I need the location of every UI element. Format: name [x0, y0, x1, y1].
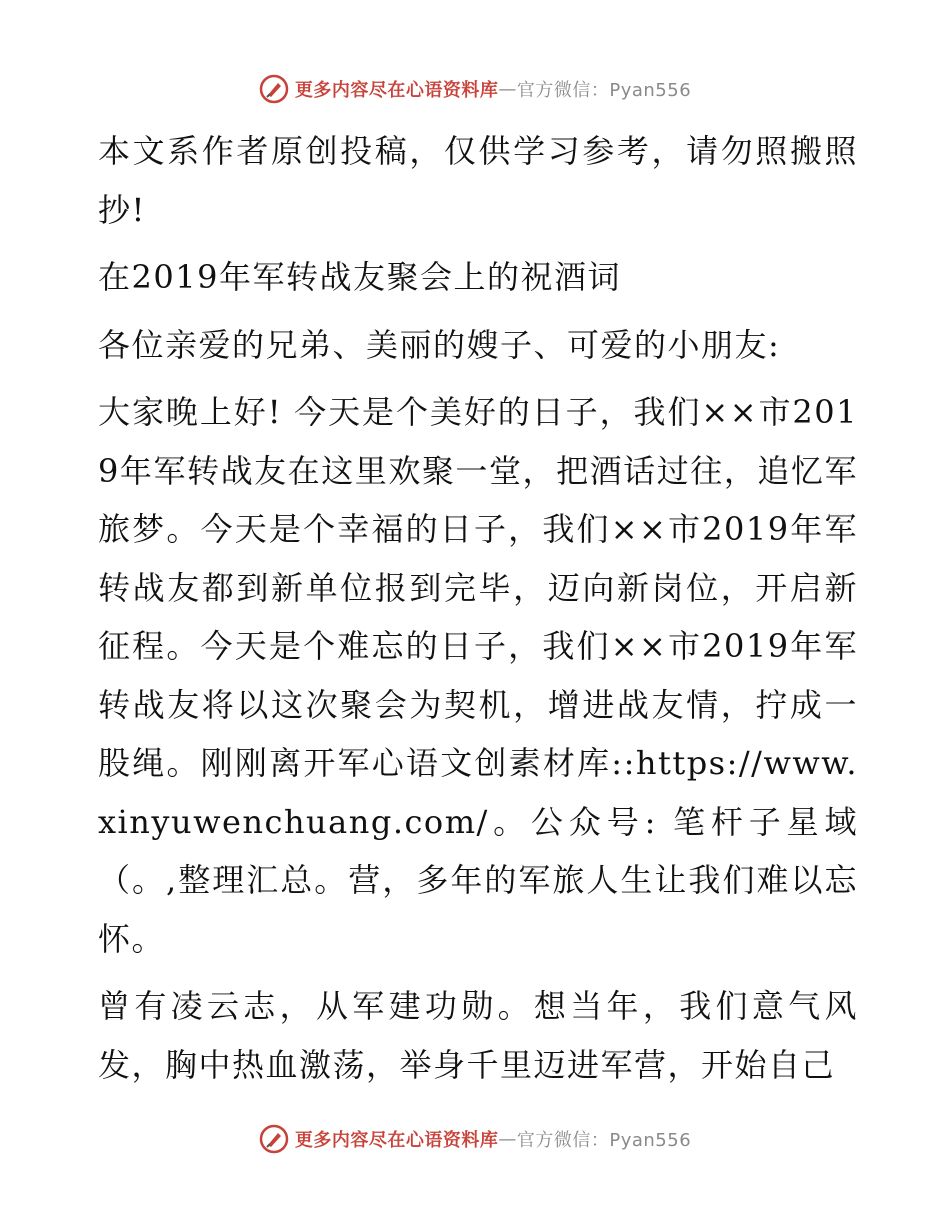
pen-nib-logo-icon [259, 1124, 289, 1154]
watermark-wechat-text: 官方微信：Pyan556 [516, 80, 692, 101]
watermark-dash: — [498, 78, 517, 100]
body-paragraph: 大家晚上好! 今天是个美好的日子，我们××市2019年军转战友在这里欢聚一堂，把酒话过往，追忆军旅梦。今天是个幸福的日子，我们××市2019年军转战友都到新单位报到完毕，迈向新岗位，开启新征程。今天是个难忘的日子，我们××市2019年军转战友将以这次聚会为契机，增进战友情，拧成一股绳。刚刚离开军心语文创素材库::https://www.xinyuwenchuang.com/。公众号: 笔杆子星域（。,整理汇总。营，多年的军旅人生让我们难以忘怀。 [98, 393, 858, 958]
watermark-site-text: 更多内容尽在心语资料库 [294, 80, 499, 101]
document-body [98, 122, 858, 1094]
watermark-dash: — [498, 1128, 517, 1150]
salutation: 各位亲爱的兄弟、美丽的嫂子、可爱的小朋友: [98, 325, 781, 364]
watermark-site-text: 更多内容尽在心语资料库 [294, 1130, 499, 1151]
watermark-banner-top [0, 72, 950, 106]
watermark-banner-bottom [0, 1122, 950, 1156]
document-title: 在2019年军转战友聚会上的祝酒词 [98, 258, 621, 296]
copyright-notice: 本文系作者原创投稿，仅供学习参考，请勿照搬照抄! [98, 132, 858, 229]
watermark-wechat-text: 官方微信：Pyan556 [516, 1130, 692, 1151]
pen-nib-logo-icon [259, 74, 289, 104]
body-paragraph: 曾有凌云志，从军建功勋。想当年，我们意气风发，胸中热血激荡，举身千里迈进军营，开始自己 [98, 987, 858, 1084]
